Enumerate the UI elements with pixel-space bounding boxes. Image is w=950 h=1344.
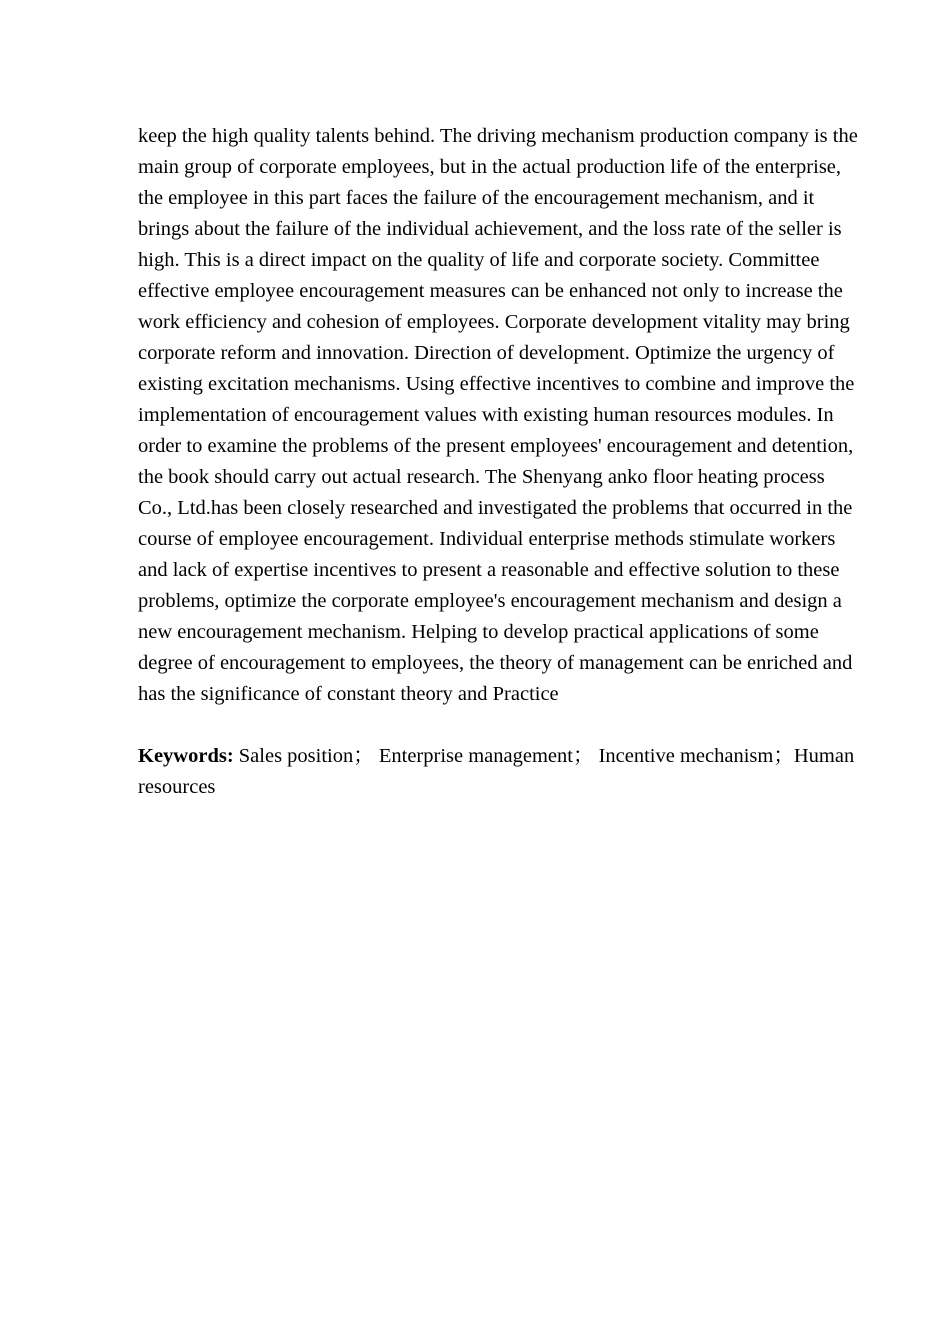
keywords-line — [138, 741, 858, 803]
abstract-body: keep the high quality talents behind. The driving mechanism production company is the main group of corporate employees, but in the actual production life of the enterprise, the employee in this part faces the failure of the encouragement mechanism, and it brings about the failure of the individual achievement, and the loss rate of the seller is high. This is a direct impact on the quality of life and corporate society. Committee effective employee encouragement measures can be enhanced not only to increase the work efficiency and cohesion of employees. Corporate development vitality may bring corporate reform and innovation. Direction of development. Optimize the urgency of existing excitation mechanisms. Using effective incentives to combine and improve the implementation of encouragement values with existing human resources modules. In order to examine the problems of the present employees' encouragement and detention, the book should carry out actual research. The Shenyang anko floor heating process Co., Ltd.has been closely researched and investigated the problems that occurred in the course of employee encouragement. Individual enterprise methods stimulate workers and lack of expertise incentives to present a reasonable and effective solution to these problems, optimize the corporate employee's encouragement mechanism and design a new encouragement mechanism. Helping to develop practical applications of some degree of encouragement to employees, the theory of management can be enriched and has the significance of constant theory and Practice — [138, 125, 858, 705]
keywords-value: Sales position； Enterprise management； Incentive mechanism；Human resources — [138, 745, 855, 798]
abstract-section — [138, 121, 858, 803]
keywords-label: Keywords: — [138, 745, 234, 767]
